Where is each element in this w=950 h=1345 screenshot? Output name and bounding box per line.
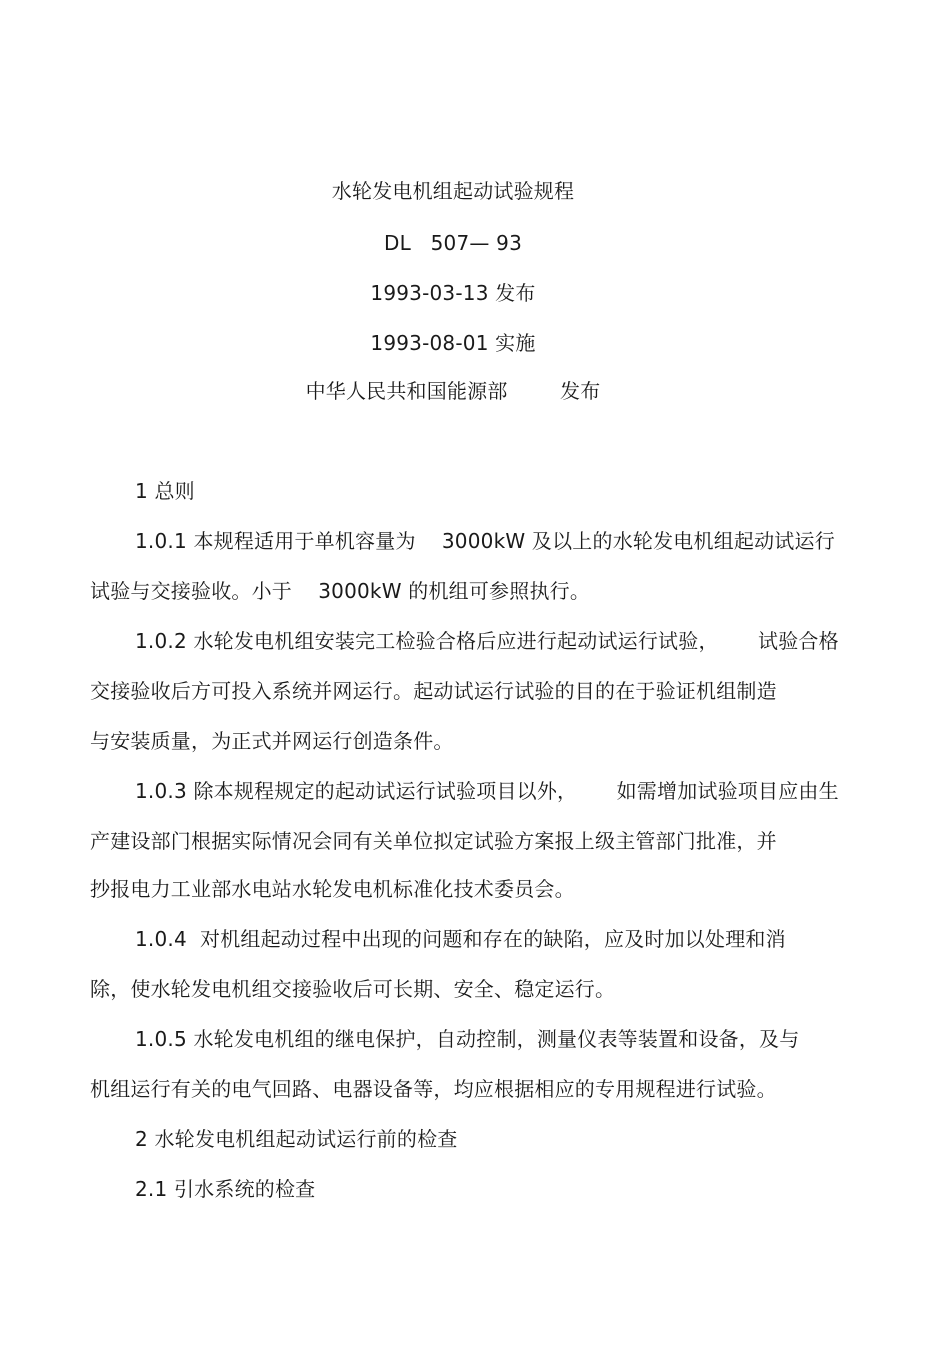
section-2-1-heading: 2.1 引水系统的检查 [135, 1177, 316, 1201]
clause-1-0-2-line-1: 1.0.2 水轮发电机组安装完工检验合格后应进行起动试运行试验， 试验合格 [135, 629, 839, 653]
clause-1-0-2-line-2: 交接验收后方可投入系统并网运行。起动试运行试验的目的在于验证机组制造 [90, 679, 777, 703]
clause-1-0-2-line-3: 与安装质量，为正式并网运行创造条件。 [90, 729, 454, 753]
clause-1-0-4-line-1: 1.0.4 对机组起动过程中出现的问题和存在的缺陷，应及时加以处理和消 [135, 927, 786, 951]
clause-1-0-4-line-2: 除，使水轮发电机组交接验收后可长期、安全、稳定运行。 [90, 977, 616, 1001]
clause-1-0-5-line-2: 机组运行有关的电气回路、电器设备等，均应根据相应的专用规程进行试验。 [90, 1077, 777, 1101]
clause-1-0-3-line-3: 抄报电力工业部水电站水轮发电机标准化技术委员会。 [90, 877, 575, 901]
issue-date: 1993-03-13 发布 [370, 281, 536, 305]
section-2-heading: 2 水轮发电机组起动试运行前的检查 [135, 1127, 458, 1151]
effective-date: 1993-08-01 实施 [370, 331, 536, 355]
clause-1-0-5-line-1: 1.0.5 水轮发电机组的继电保护，自动控制，测量仪表等装置和设备，及与 [135, 1027, 800, 1051]
publisher: 中华人民共和国能源部 发布 [305, 379, 601, 403]
standard-code: DL 507— 93 [384, 231, 522, 255]
clause-1-0-1-line-1: 1.0.1 本规程适用于单机容量为 3000kW 及以上的水轮发电机组起动试运行 [135, 529, 835, 553]
clause-1-0-3-line-2: 产建设部门根据实际情况会同有关单位拟定试验方案报上级主管部门批准，并 [90, 829, 777, 853]
section-1-heading: 1 总则 [135, 479, 195, 503]
clause-1-0-1-line-2: 试验与交接验收。小于 3000kW 的机组可参照执行。 [90, 579, 591, 603]
document-title: 水轮发电机组起动试验规程 [331, 179, 575, 203]
clause-1-0-3-line-1: 1.0.3 除本规程规定的起动试运行试验项目以外， 如需增加试验项目应由生 [135, 779, 839, 803]
